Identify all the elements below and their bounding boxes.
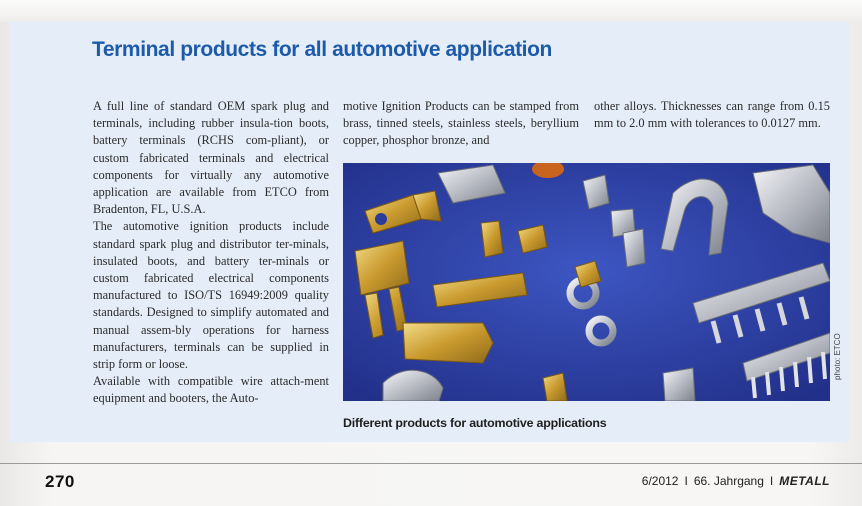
photo-credit: photo: ETCO [833, 333, 842, 380]
paragraph: A full line of standard OEM spark plug and terminals, including rubber insula-tion boots, battery terminals (RCHS com-pliant), or custom fabricated terminals and electrical components for virtually any automotive application are available from ETCO from Bradenton, FL, U.S.A. [93, 99, 329, 217]
page-number: 270 [45, 472, 75, 491]
product-photo [343, 163, 830, 401]
magazine-name: METALL [779, 474, 830, 488]
issue-number: 6/2012 [641, 474, 679, 488]
separator: I [769, 474, 774, 488]
paragraph: other alloys. Thicknesses can range from 0.15 mm to 2.0 mm with tolerances to 0.0127 mm. [594, 99, 830, 131]
separator: I [684, 474, 688, 488]
text-column-2 [343, 98, 579, 150]
text-column-3 [594, 98, 830, 132]
paragraph: motive Ignition Products can be stamped from brass, tinned steels, stainless steels, beryllium copper, phosphor bronze, and [343, 99, 579, 148]
article-title: Terminal products for all automotive application [92, 38, 552, 61]
previous-page-bleed [0, 0, 862, 22]
terminal-products-illustration [343, 163, 830, 401]
journal-info [642, 474, 830, 488]
text-column-1 [93, 98, 329, 408]
paragraph: Available with compatible wire attach-ment equipment and booters, the Auto- [93, 374, 329, 406]
image-caption: Different products for automotive applications [343, 416, 607, 430]
volume-label: 66. Jahrgang [693, 474, 764, 488]
footer-divider [0, 463, 862, 464]
paragraph: The automotive ignition products include standard spark plug and distributor ter-minals, insulated boots, and battery ter-minals or custom fabricated electrical components manufactured to ISO/TS 16949:2009 quality standards. Designed to simplify automated and manual assem-bly operations for harness manufacturers, terminals can be supplied in strip form or loose. [93, 219, 329, 372]
